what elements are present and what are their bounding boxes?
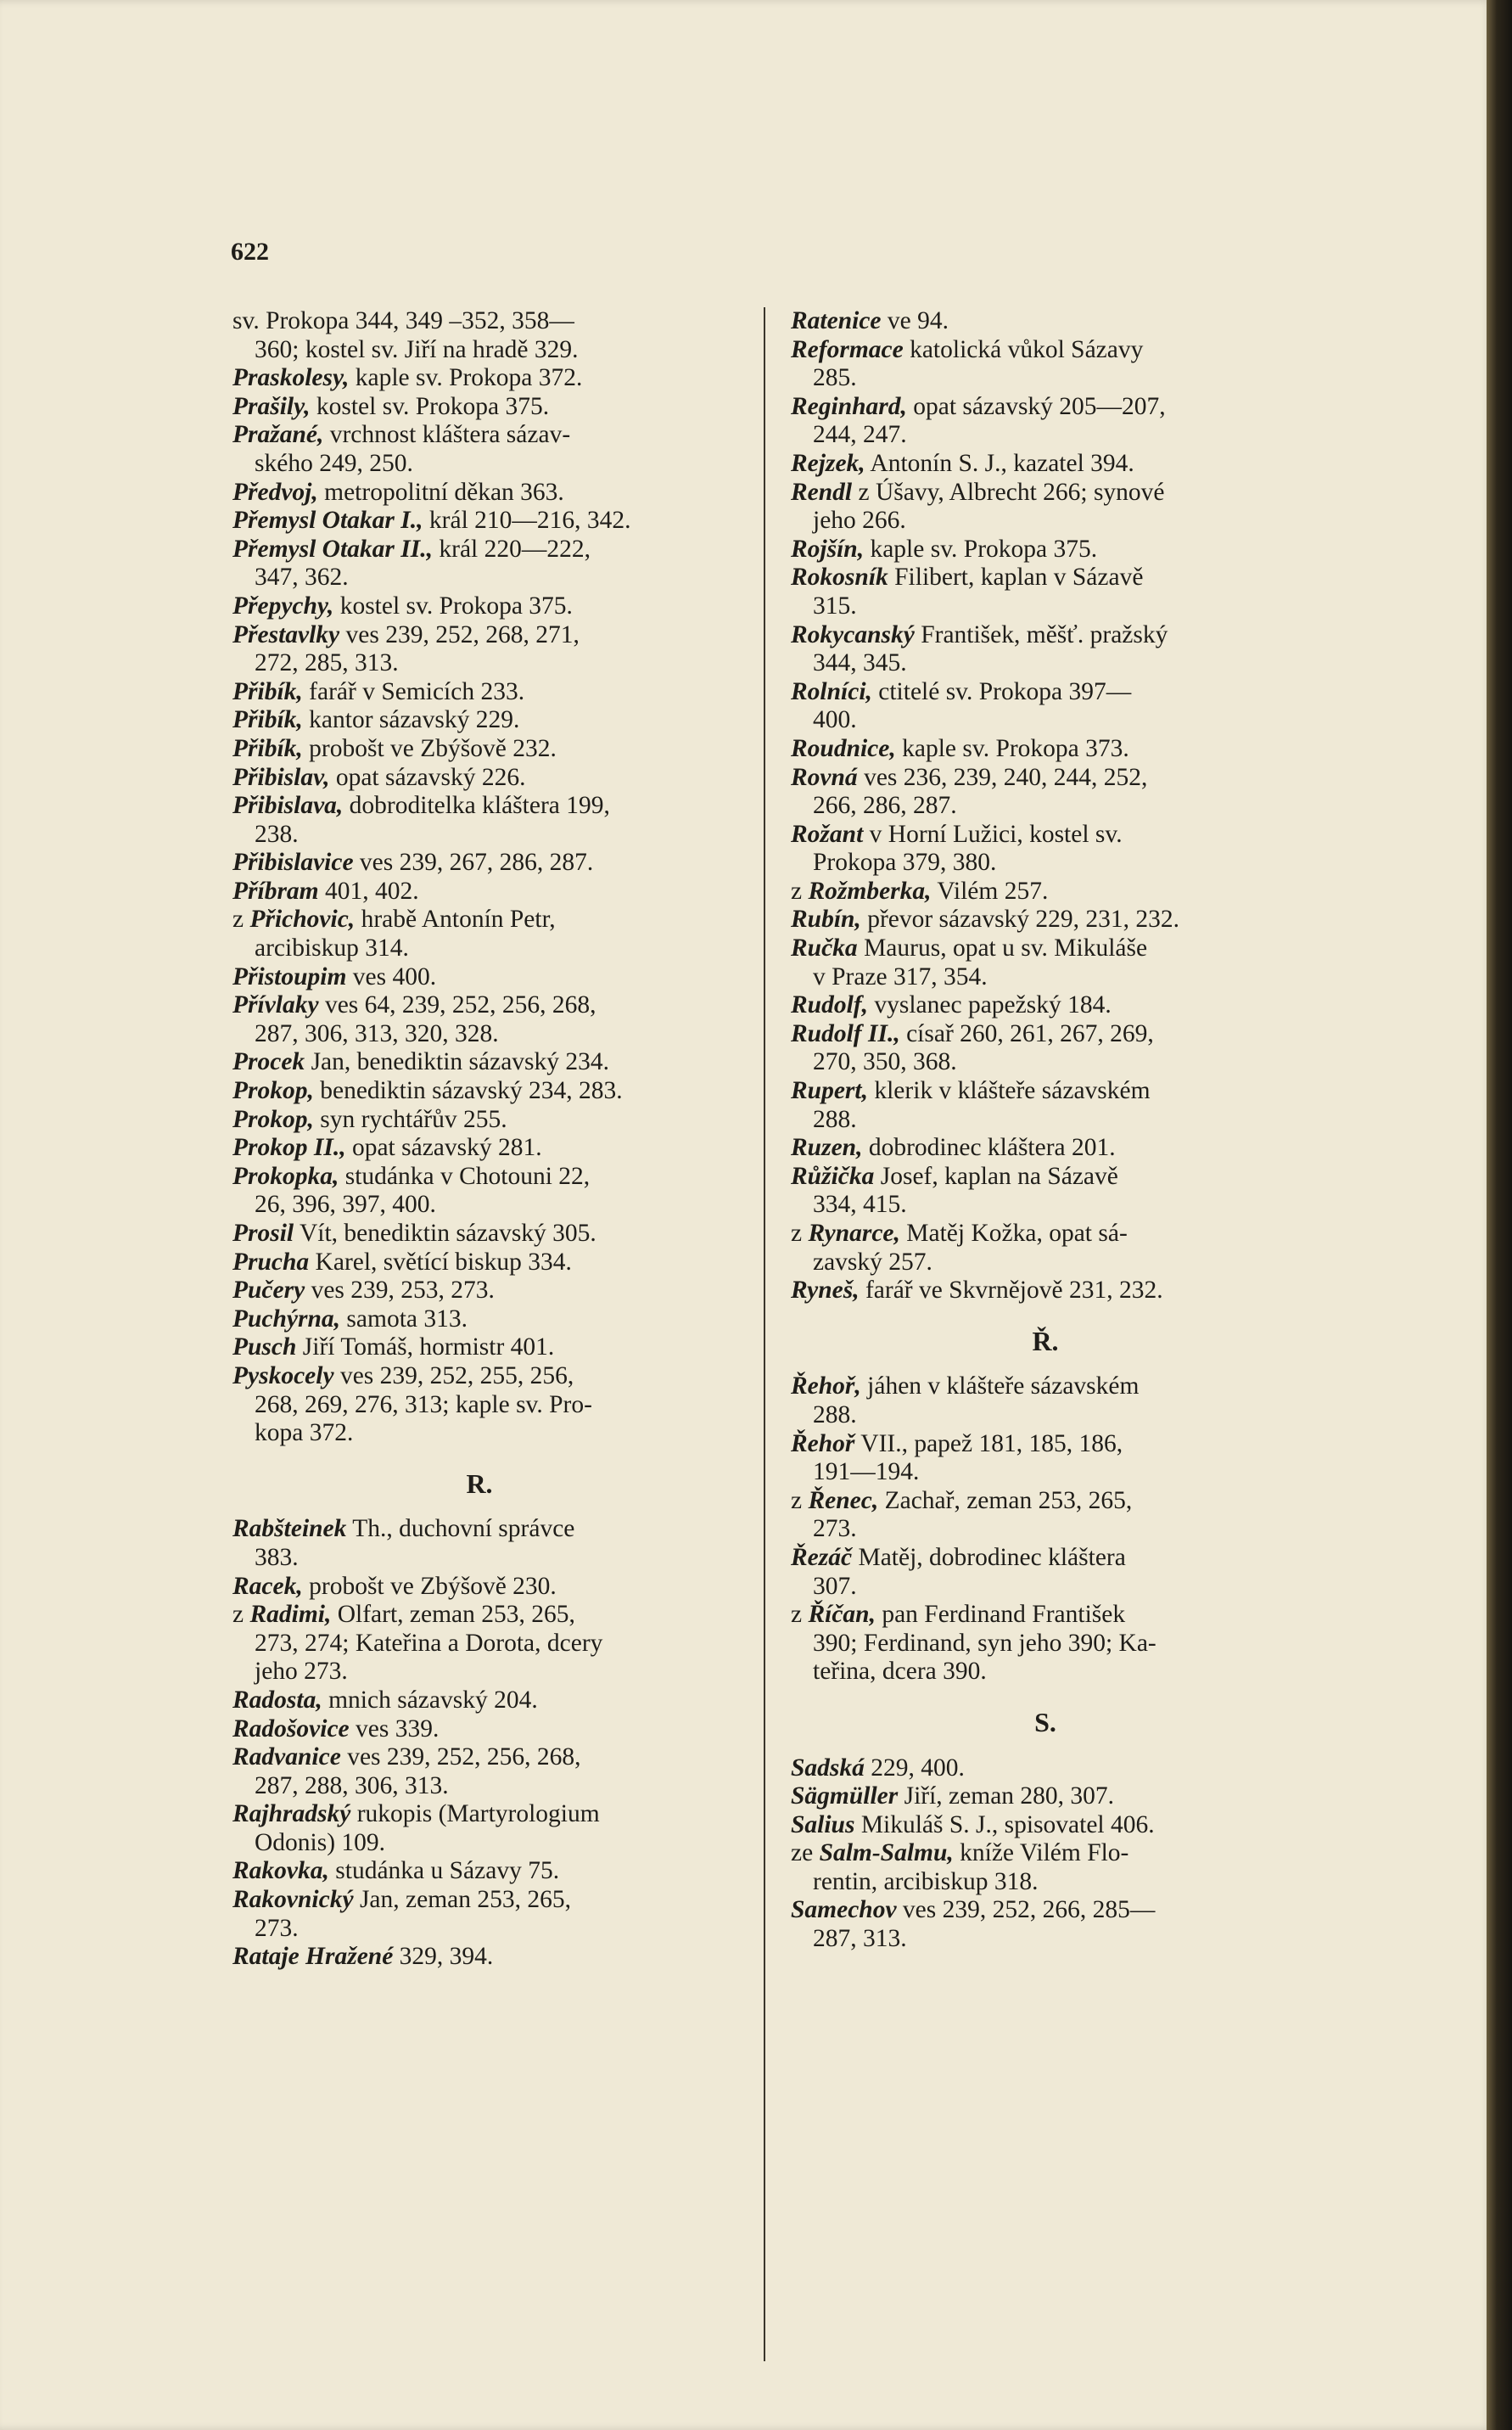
entry-headword: Rendl bbox=[791, 478, 853, 506]
index-entry bbox=[791, 1487, 1300, 1544]
entry-text: VII., papež 181, 185, 186, bbox=[854, 1429, 1123, 1457]
index-entry bbox=[232, 1048, 726, 1077]
index-entry bbox=[232, 307, 726, 364]
index-entry bbox=[232, 1220, 726, 1249]
entry-headword: Rožmberka, bbox=[808, 877, 932, 905]
entry-headword: Rubín, bbox=[791, 906, 861, 934]
entry-text: 400. bbox=[813, 706, 857, 734]
entry-headword: Rovná bbox=[791, 763, 858, 791]
entry-text: 344, 345. bbox=[813, 649, 907, 677]
index-entry bbox=[791, 336, 1300, 393]
entry-text: 273. bbox=[255, 1914, 299, 1942]
index-entry bbox=[232, 1515, 726, 1572]
entry-headword: Přestavlky bbox=[232, 620, 340, 648]
entry-headword: Růžička bbox=[791, 1162, 875, 1190]
index-entry bbox=[232, 592, 726, 621]
entry-headword: Sägmüller bbox=[791, 1782, 899, 1810]
entry-headword: Rudolf, bbox=[791, 991, 868, 1019]
entry-text: 401, 402. bbox=[318, 877, 419, 905]
entry-headword: Přibík, bbox=[232, 706, 303, 734]
entry-text: 191—194. bbox=[813, 1458, 920, 1486]
entry-text: císař 260, 261, 267, 269, bbox=[899, 1019, 1154, 1047]
index-entry bbox=[791, 1601, 1300, 1686]
entry-text: studánka v Chotouni 22, bbox=[339, 1162, 591, 1190]
entry-text: ve 94. bbox=[881, 307, 949, 334]
index-entry bbox=[791, 564, 1300, 620]
entry-headword: Pyskocely bbox=[232, 1361, 334, 1389]
index-entry bbox=[791, 1430, 1300, 1487]
entry-text: 268, 269, 276, 313; kaple sv. Pro- bbox=[255, 1390, 592, 1418]
index-entry bbox=[232, 678, 726, 707]
entry-headword: Puchýrna, bbox=[232, 1305, 341, 1333]
entry-text: kopa 372. bbox=[255, 1419, 354, 1447]
index-entry bbox=[791, 1020, 1300, 1077]
index-entry bbox=[232, 621, 726, 678]
entry-text: ves 239, 252, 268, 271, bbox=[339, 620, 580, 648]
entry-text: dobroditelka kláštera 199, bbox=[343, 792, 610, 820]
entry-headword: Salm-Salmu, bbox=[819, 1839, 954, 1867]
entry-text: samota 313. bbox=[340, 1305, 468, 1333]
entry-text: Th., duchovní správce bbox=[346, 1515, 575, 1543]
index-entry bbox=[232, 1601, 726, 1686]
entry-headword: Přemysl Otakar II., bbox=[232, 535, 433, 563]
entry-text: 287, 306, 313, 320, 328. bbox=[255, 1019, 499, 1047]
entry-headword: Rokycanský bbox=[791, 620, 915, 648]
entry-prefix: z bbox=[791, 877, 809, 905]
entry-headword: Přibislava, bbox=[232, 792, 344, 820]
index-entry bbox=[232, 1277, 726, 1305]
entry-text: v Horní Lužici, kostel sv. bbox=[863, 820, 1123, 848]
entry-headword: Pusch bbox=[232, 1333, 297, 1361]
entry-headword: Praskolesy, bbox=[232, 364, 350, 392]
entry-headword: Pražané, bbox=[232, 421, 324, 449]
entry-headword: Říčan, bbox=[808, 1601, 876, 1629]
entry-text: probošt ve Zbýšově 232. bbox=[302, 734, 557, 762]
entry-text: kostel sv. Prokopa 375. bbox=[333, 592, 573, 620]
entry-text: ves 239, 252, 266, 285— bbox=[896, 1896, 1156, 1924]
entry-text: 26, 396, 397, 400. bbox=[255, 1191, 436, 1219]
entry-text: Vilém 257. bbox=[931, 877, 1049, 905]
index-entry bbox=[791, 1839, 1300, 1896]
index-entry bbox=[791, 1134, 1300, 1163]
entry-text: studánka u Sázavy 75. bbox=[328, 1857, 560, 1885]
index-entry bbox=[232, 706, 726, 735]
entry-text: teřina, dcera 390. bbox=[813, 1658, 987, 1686]
index-entry bbox=[791, 1782, 1300, 1811]
section-letter: S. bbox=[1034, 1706, 1056, 1737]
index-entry bbox=[791, 735, 1300, 764]
entry-text: Zachař, zeman 253, 265, bbox=[878, 1486, 1133, 1514]
entry-headword: Řenec, bbox=[808, 1486, 879, 1514]
column-divider bbox=[764, 307, 765, 2361]
entry-headword: Rabšteinek bbox=[232, 1515, 347, 1543]
entry-headword: Přistoupim bbox=[232, 962, 347, 991]
entry-text: Matěj, dobrodinec kláštera bbox=[852, 1543, 1126, 1571]
index-entry bbox=[232, 906, 726, 962]
entry-text: arcibiskup 314. bbox=[255, 934, 409, 962]
entry-prefix: z bbox=[791, 1220, 809, 1247]
index-entry bbox=[232, 1857, 726, 1886]
entry-headword: Řehoř bbox=[791, 1429, 855, 1457]
index-entry bbox=[232, 536, 726, 592]
entry-text: 238. bbox=[255, 820, 299, 848]
index-entry bbox=[791, 906, 1300, 934]
entry-headword: Reginhard, bbox=[791, 392, 907, 420]
entry-text: 360; kostel sv. Jiří na hradě 329. bbox=[255, 335, 579, 363]
entry-text: v Praze 317, 354. bbox=[813, 962, 988, 991]
entry-text: Vít, benediktin sázavský 305. bbox=[294, 1220, 596, 1247]
entry-text: 347, 362. bbox=[255, 564, 349, 592]
entry-text: z Úšavy, Albrecht 266; synové bbox=[852, 478, 1165, 506]
entry-text: 273. bbox=[813, 1515, 857, 1543]
entry-text: syn rychtářův 255. bbox=[313, 1105, 507, 1133]
index-entry bbox=[791, 307, 1300, 336]
entry-text: opat sázavský 205—207, bbox=[906, 392, 1166, 420]
index-entry bbox=[232, 764, 726, 793]
entry-text: ves 64, 239, 252, 256, 268, bbox=[318, 991, 596, 1019]
entry-text: ctitelé sv. Prokopa 397— bbox=[871, 677, 1132, 705]
entry-text: 270, 350, 368. bbox=[813, 1048, 957, 1076]
entry-text: 315. bbox=[813, 592, 857, 620]
entry-text: kostel sv. Prokopa 375. bbox=[310, 392, 550, 420]
index-entry bbox=[232, 1886, 726, 1943]
entry-text: 273, 274; Kateřina a Dorota, dcery bbox=[255, 1629, 603, 1657]
index-entry bbox=[232, 393, 726, 422]
page-number: 622 bbox=[231, 238, 269, 266]
entry-headword: Prašily, bbox=[232, 392, 311, 420]
entry-headword: Rudolf II., bbox=[791, 1019, 900, 1047]
index-entry bbox=[232, 1943, 726, 1972]
index-entry bbox=[791, 1277, 1300, 1305]
entry-headword: Rynarce, bbox=[808, 1220, 900, 1247]
index-entry bbox=[791, 991, 1300, 1020]
entry-text: katolická vůkol Sázavy bbox=[903, 335, 1144, 363]
entry-headword: Ruzen, bbox=[791, 1134, 863, 1162]
entry-text: 334, 415. bbox=[813, 1191, 907, 1219]
entry-text: převor sázavský 229, 231, 232. bbox=[860, 906, 1180, 934]
index-column-left bbox=[232, 307, 726, 1972]
entry-headword: Pučery bbox=[232, 1277, 305, 1305]
entry-text: benediktin sázavský 234, 283. bbox=[313, 1077, 623, 1105]
entry-text: 307. bbox=[813, 1572, 857, 1600]
entry-headword: Rakovnický bbox=[232, 1886, 354, 1914]
entry-text: Filibert, kaplan v Sázavě bbox=[888, 564, 1144, 592]
entry-text: kníže Vilém Flo- bbox=[953, 1839, 1129, 1867]
index-entry bbox=[791, 1896, 1300, 1953]
entry-headword: Radimi, bbox=[249, 1601, 332, 1629]
entry-headword: Rataje Hražené bbox=[232, 1943, 394, 1971]
entry-text: kantor sázavský 229. bbox=[302, 706, 520, 734]
entry-text: ves 239, 252, 255, 256, bbox=[333, 1361, 574, 1389]
entry-text: Mikuláš S. J., spisovatel 406. bbox=[854, 1810, 1155, 1838]
entry-text: 266, 286, 287. bbox=[813, 792, 957, 820]
entry-text: 272, 285, 313. bbox=[255, 649, 399, 677]
index-entry bbox=[232, 878, 726, 906]
entry-text: rentin, arcibiskup 318. bbox=[813, 1867, 1039, 1895]
index-column-right bbox=[791, 307, 1300, 1954]
entry-prefix: z bbox=[791, 1601, 809, 1629]
index-entry bbox=[232, 1077, 726, 1106]
index-entry bbox=[791, 678, 1300, 735]
index-entry bbox=[232, 1573, 726, 1602]
entry-headword: Přemysl Otakar I., bbox=[232, 507, 423, 535]
entry-prefix: z bbox=[791, 1486, 809, 1514]
entry-headword: Samechov bbox=[791, 1896, 897, 1924]
entry-text: ves 239, 253, 273. bbox=[305, 1277, 495, 1305]
entry-text: 383. bbox=[255, 1543, 299, 1571]
entry-headword: Přívlaky bbox=[232, 991, 319, 1019]
entry-text: Jan, benediktin sázavský 234. bbox=[305, 1048, 610, 1076]
entry-headword: Procek bbox=[232, 1048, 305, 1076]
index-entry bbox=[232, 849, 726, 878]
index-entry bbox=[791, 479, 1300, 536]
entry-text: mnich sázavský 204. bbox=[322, 1686, 538, 1714]
entry-headword: Rajhradský bbox=[232, 1800, 351, 1828]
entry-text: ves 239, 252, 256, 268, bbox=[340, 1743, 581, 1771]
entry-text: opat sázavský 226. bbox=[329, 763, 526, 791]
entry-text: dobrodinec kláštera 201. bbox=[862, 1134, 1116, 1162]
entry-headword: Rolníci, bbox=[791, 677, 872, 705]
entry-text: 229, 400. bbox=[864, 1754, 965, 1782]
entry-text: ského 249, 250. bbox=[255, 449, 413, 477]
index-entry bbox=[232, 421, 726, 478]
entry-text: zavský 257. bbox=[813, 1248, 932, 1276]
entry-headword: Rojšín, bbox=[791, 535, 865, 563]
entry-headword: Ručka bbox=[791, 934, 858, 962]
entry-headword: Sadská bbox=[791, 1754, 865, 1782]
entry-headword: Prokop, bbox=[232, 1077, 314, 1105]
index-entry bbox=[232, 1743, 726, 1800]
index-entry bbox=[791, 1077, 1300, 1134]
entry-headword: Přichovic, bbox=[249, 906, 356, 934]
entry-text: 285. bbox=[813, 364, 857, 392]
index-entry bbox=[232, 1686, 726, 1715]
entry-text: opat sázavský 281. bbox=[345, 1134, 542, 1162]
index-entry bbox=[791, 1544, 1300, 1601]
entry-headword: Prokop II., bbox=[232, 1134, 346, 1162]
entry-headword: Rupert, bbox=[791, 1077, 868, 1105]
index-entry bbox=[232, 1362, 726, 1448]
entry-text: probošt ve Zbýšově 230. bbox=[302, 1572, 557, 1600]
entry-text: 329, 394. bbox=[393, 1943, 494, 1971]
entry-headword: Prokop, bbox=[232, 1105, 314, 1133]
index-entry bbox=[791, 1220, 1300, 1277]
entry-headword: Přepychy, bbox=[232, 592, 334, 620]
index-entry bbox=[791, 536, 1300, 564]
entry-text: kaple sv. Prokopa 373. bbox=[895, 734, 1129, 762]
entry-prefix: ze bbox=[791, 1839, 820, 1867]
entry-headword: Rokosník bbox=[791, 564, 888, 592]
entry-text: Olfart, zeman 253, 265, bbox=[331, 1601, 575, 1629]
section-letter: R. bbox=[466, 1468, 493, 1499]
entry-text: Antonín S. J., kazatel 394. bbox=[865, 449, 1134, 477]
index-entry bbox=[791, 1754, 1300, 1783]
index-entry bbox=[232, 1134, 726, 1163]
entry-text: Maurus, opat u sv. Mikuláše bbox=[857, 934, 1148, 962]
index-entry bbox=[791, 621, 1300, 678]
entry-text: Jiří Tomáš, hormistr 401. bbox=[296, 1333, 555, 1361]
index-entry bbox=[232, 1800, 726, 1857]
entry-text: ves 339. bbox=[349, 1714, 440, 1743]
entry-text: jeho 266. bbox=[813, 507, 906, 535]
entry-headword: Prucha bbox=[232, 1248, 310, 1276]
index-entry bbox=[791, 1163, 1300, 1220]
entry-text: Josef, kaplan na Sázavě bbox=[874, 1162, 1118, 1190]
entry-headword: Prokopka, bbox=[232, 1162, 339, 1190]
entry-text: král 210—216, 342. bbox=[423, 507, 631, 535]
entry-headword: Přibík, bbox=[232, 734, 303, 762]
entry-headword: Salius bbox=[791, 1810, 855, 1838]
index-entry bbox=[232, 735, 726, 764]
index-entry bbox=[791, 393, 1300, 450]
section-letter: Ř. bbox=[1032, 1325, 1059, 1356]
entry-headword: Radvanice bbox=[232, 1743, 341, 1771]
entry-text: ves 400. bbox=[346, 962, 437, 991]
page-edge-shadow bbox=[1487, 0, 1512, 2430]
entry-headword: Příbram bbox=[232, 877, 319, 905]
index-entry bbox=[232, 1249, 726, 1277]
entry-headword: Prosil bbox=[232, 1220, 294, 1247]
entry-text: sv. Prokopa 344, 349 –352, 358— bbox=[232, 307, 574, 334]
entry-prefix: z bbox=[232, 906, 250, 934]
index-entry bbox=[232, 364, 726, 393]
index-entry bbox=[232, 1106, 726, 1135]
index-entry bbox=[232, 963, 726, 992]
entry-text: kaple sv. Prokopa 372. bbox=[349, 364, 583, 392]
entry-headword: Racek, bbox=[232, 1572, 303, 1600]
index-entry bbox=[232, 479, 726, 508]
index-entry bbox=[791, 1811, 1300, 1840]
entry-headword: Radošovice bbox=[232, 1714, 350, 1743]
entry-text: farář ve Skvrnějově 231, 232. bbox=[859, 1277, 1163, 1305]
entry-headword: Roudnice, bbox=[791, 734, 896, 762]
entry-text: 390; Ferdinand, syn jeho 390; Ka- bbox=[813, 1629, 1156, 1657]
entry-text: Matěj Kožka, opat sá- bbox=[899, 1220, 1128, 1247]
entry-text: rukopis (Martyrologium bbox=[350, 1800, 600, 1828]
entry-text: 288. bbox=[813, 1400, 857, 1428]
entry-headword: Ryneš, bbox=[791, 1277, 860, 1305]
entry-headword: Ratenice bbox=[791, 307, 882, 334]
entry-headword: Řezáč bbox=[791, 1543, 853, 1571]
index-entry bbox=[232, 1333, 726, 1362]
index-entry bbox=[232, 991, 726, 1048]
entry-text: Odonis) 109. bbox=[255, 1828, 386, 1856]
entry-headword: Řehoř, bbox=[791, 1372, 861, 1400]
entry-headword: Přibík, bbox=[232, 677, 303, 705]
entry-headword: Přibislavice bbox=[232, 849, 354, 877]
index-entry bbox=[232, 1163, 726, 1220]
entry-text: 288. bbox=[813, 1105, 857, 1133]
entry-headword: Rožant bbox=[791, 820, 864, 848]
entry-text: král 220—222, bbox=[433, 535, 591, 563]
entry-headword: Přibislav, bbox=[232, 763, 330, 791]
entry-text: jeho 273. bbox=[255, 1658, 348, 1686]
entry-text: hrabě Antonín Petr, bbox=[355, 906, 556, 934]
index-entry bbox=[232, 1715, 726, 1744]
entry-text: jáhen v klášteře sázavském bbox=[860, 1372, 1140, 1400]
index-entry bbox=[791, 764, 1300, 821]
index-entry bbox=[791, 878, 1300, 906]
entry-text: 287, 313. bbox=[813, 1925, 907, 1953]
entry-text: Jan, zeman 253, 265, bbox=[353, 1886, 571, 1914]
entry-text: Jiří, zeman 280, 307. bbox=[898, 1782, 1115, 1810]
entry-text: ves 239, 267, 286, 287. bbox=[353, 849, 594, 877]
index-entry bbox=[232, 792, 726, 849]
index-entry bbox=[791, 1372, 1300, 1429]
index-entry bbox=[232, 507, 726, 536]
entry-headword: Radosta, bbox=[232, 1686, 322, 1714]
entry-text: 287, 288, 306, 313. bbox=[255, 1771, 449, 1799]
index-entry bbox=[791, 934, 1300, 991]
entry-headword: Rakovka, bbox=[232, 1857, 329, 1885]
entry-text: vyslanec papežský 184. bbox=[867, 991, 1112, 1019]
entry-text: František, měšť. pražský bbox=[914, 620, 1168, 648]
index-entry bbox=[791, 450, 1300, 479]
entry-text: vrchnost kláštera sázav- bbox=[323, 421, 571, 449]
entry-prefix: z bbox=[232, 1601, 250, 1629]
index-entry bbox=[791, 821, 1300, 878]
entry-text: 244, 247. bbox=[813, 421, 907, 449]
entry-text: Prokopa 379, 380. bbox=[813, 849, 997, 877]
entry-headword: Reformace bbox=[791, 335, 904, 363]
entry-headword: Předvoj, bbox=[232, 478, 318, 506]
entry-text: metropolitní děkan 363. bbox=[317, 478, 564, 506]
entry-text: pan Ferdinand František bbox=[875, 1601, 1126, 1629]
entry-headword: Rejzek, bbox=[791, 449, 865, 477]
entry-text: farář v Semicích 233. bbox=[302, 677, 525, 705]
entry-text: Karel, světící biskup 334. bbox=[309, 1248, 572, 1276]
entry-text: kaple sv. Prokopa 375. bbox=[864, 535, 1098, 563]
entry-text: klerik v klášteře sázavském bbox=[867, 1077, 1151, 1105]
entry-text: ves 236, 239, 240, 244, 252, bbox=[857, 763, 1148, 791]
index-entry bbox=[232, 1305, 726, 1334]
